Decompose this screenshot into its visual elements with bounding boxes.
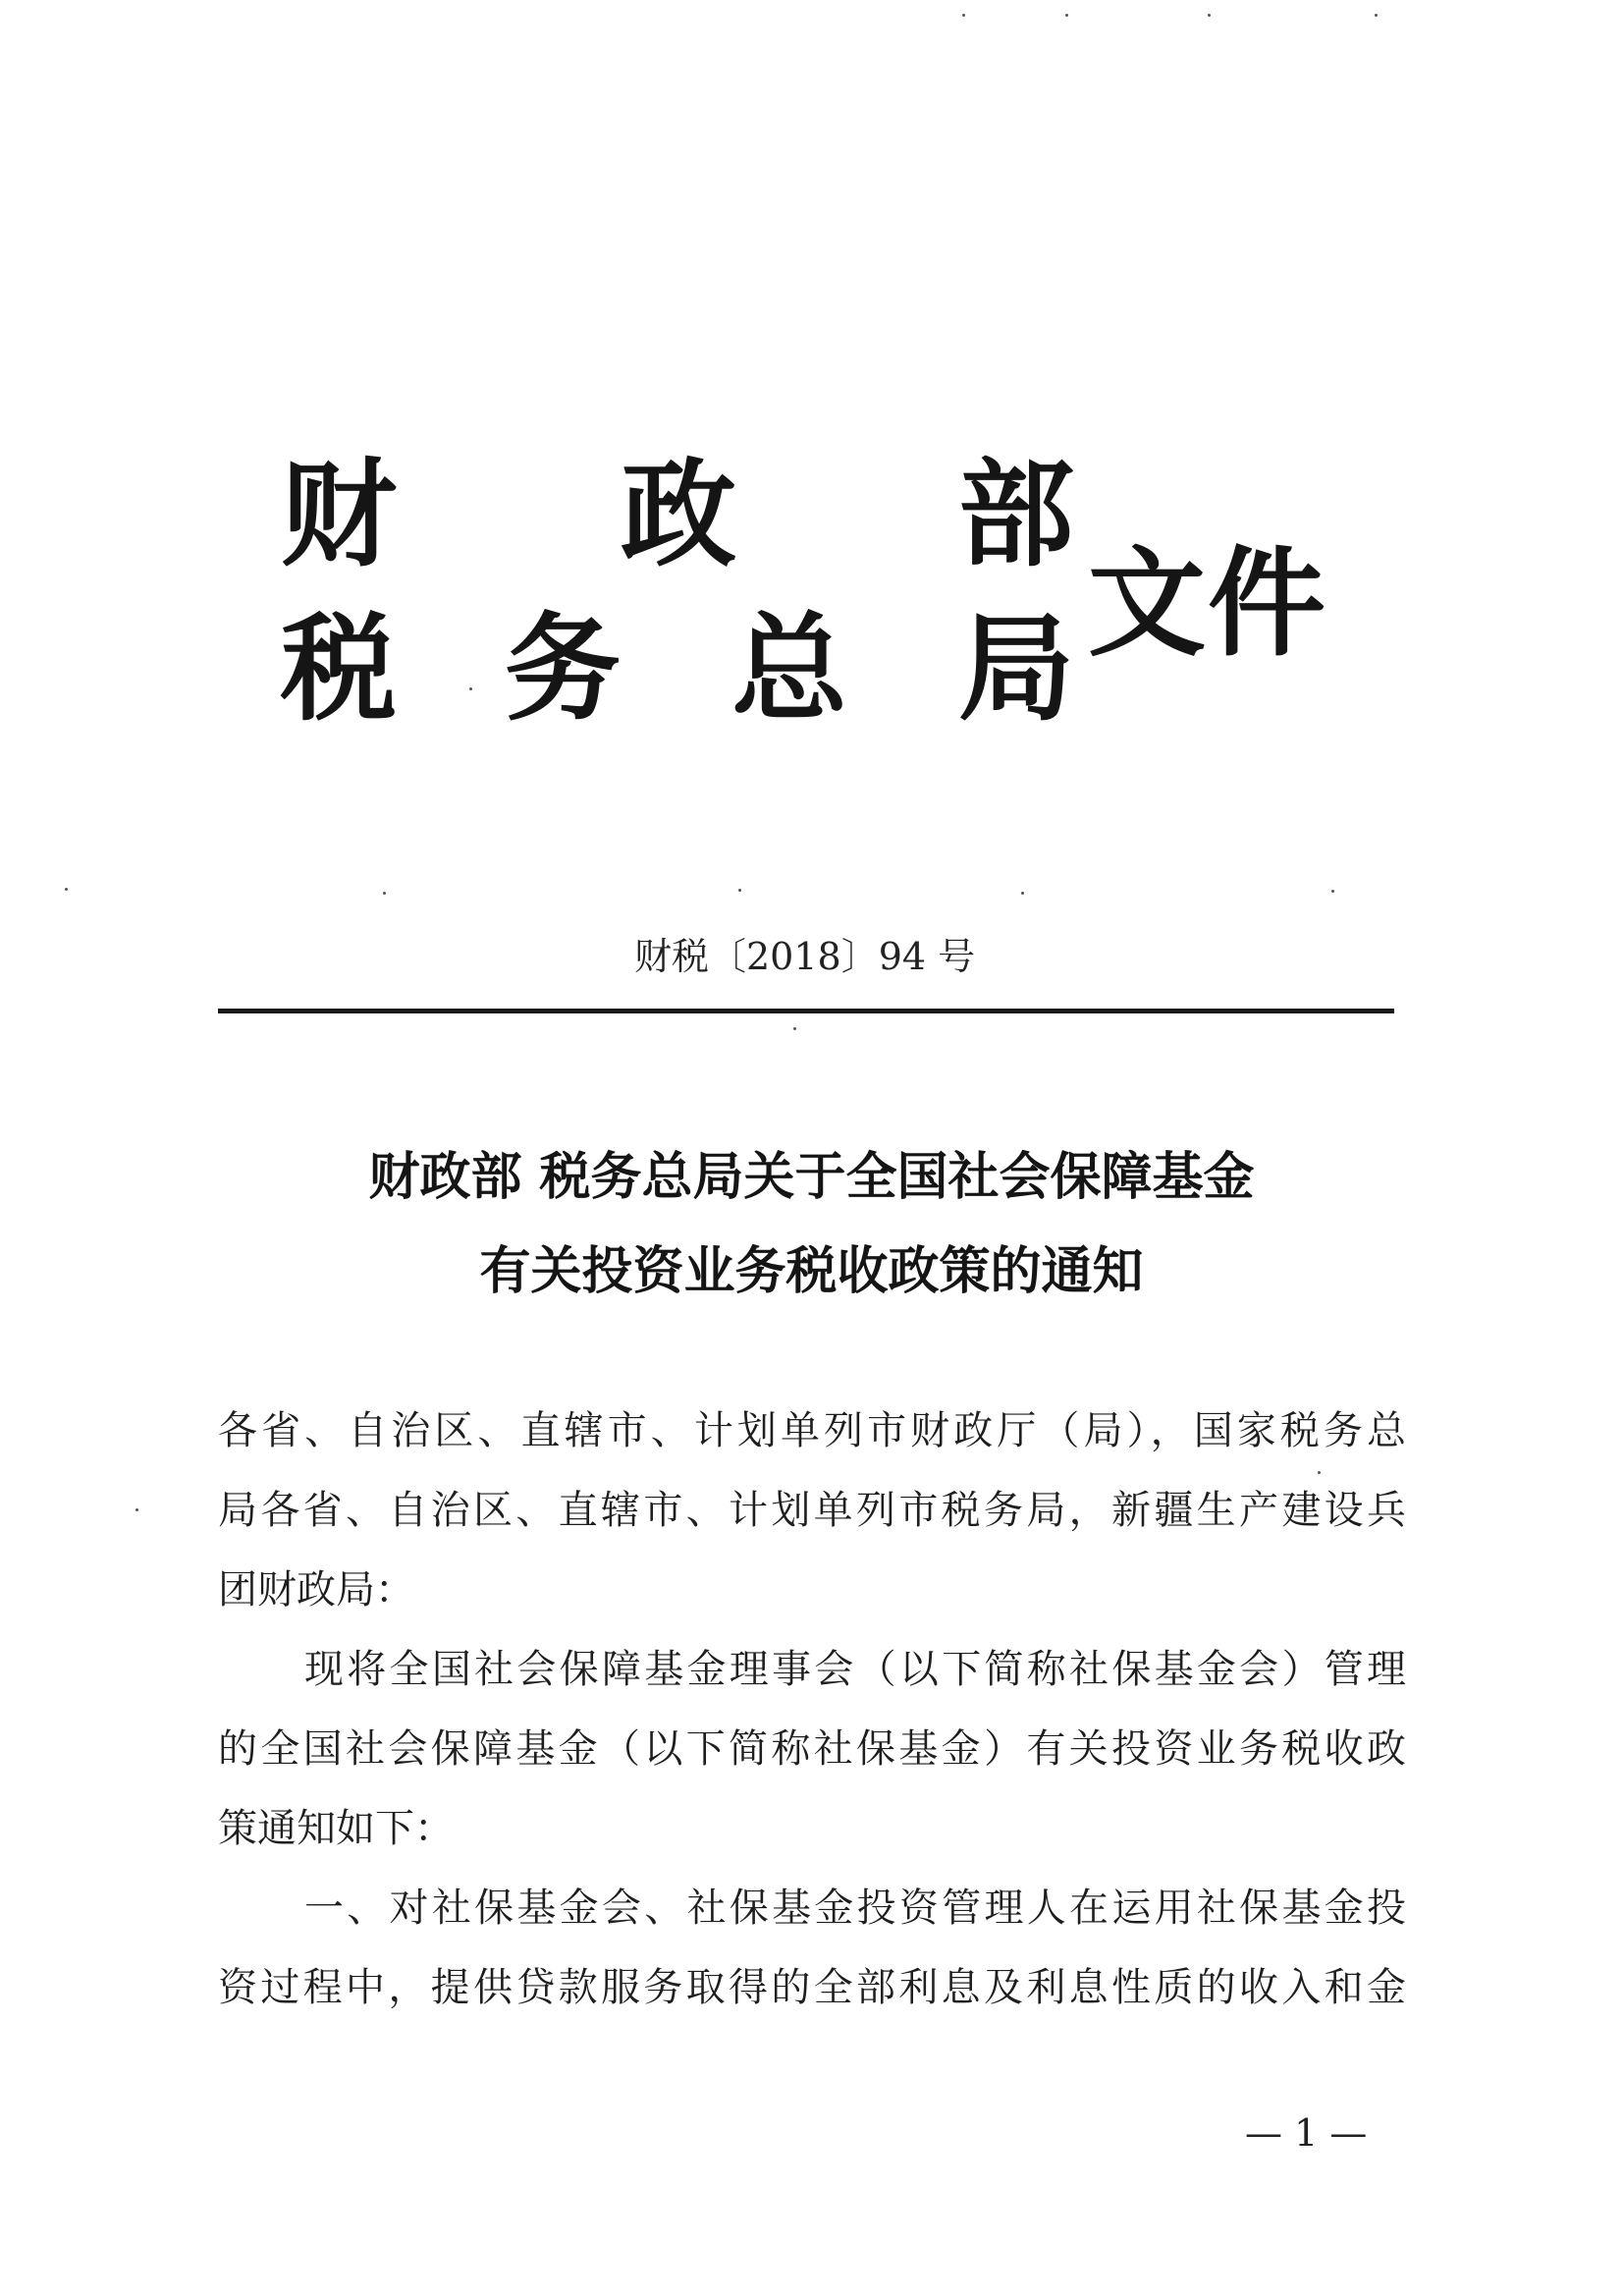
body-line-8: 资过程中，提供贷款服务取得的全部利息及利息性质的收入和金 (218, 1965, 1406, 2010)
issuer-row2-char-4: 局 (958, 600, 1075, 737)
issuer-row1-char-2: 政 (621, 446, 737, 582)
scan-speck (1331, 890, 1334, 893)
scan-speck (1375, 14, 1378, 17)
document-type-label: 文件 (1088, 534, 1327, 673)
scan-speck (962, 14, 965, 17)
header-separator (218, 1009, 1394, 1013)
issuer-row1-char-1: 财 (281, 446, 398, 582)
body-line-2: 局各省、自治区、直辖市、计划单列市税务局，新疆生产建设兵 (218, 1488, 1406, 1533)
issuer-row1-char-3: 部 (958, 446, 1075, 582)
scan-speck (469, 687, 472, 690)
scan-speck (1208, 14, 1211, 17)
body-line-1: 各省、自治区、直辖市、计划单列市财政厅（局），国家税务总 (218, 1408, 1406, 1453)
scan-speck (135, 1508, 138, 1511)
issuer-row2-char-1: 税 (281, 600, 398, 737)
scan-speck (1065, 14, 1068, 17)
title-line-2: 有关投资业务税收政策的通知 (479, 1241, 1144, 1301)
scan-speck (793, 1027, 796, 1030)
issuer-row2-char-2: 务 (505, 600, 622, 737)
scan-speck (383, 892, 386, 895)
scan-speck (738, 889, 741, 892)
body-line-4: 现将全国社会保障基金理事会（以下简称社保基金会）管理 (304, 1647, 1406, 1692)
body-line-3: 团财政局： (218, 1567, 414, 1613)
document-number: 财税〔2018〕94 号 (634, 935, 976, 978)
scan-speck (1021, 892, 1024, 895)
issuer-row2-char-3: 总 (731, 600, 848, 737)
title-line-1: 财政部 税务总局关于全国社会保障基金 (368, 1147, 1255, 1207)
scan-speck (1318, 1471, 1321, 1474)
page-number: — 1 — (1245, 2111, 1368, 2155)
scan-speck (65, 888, 68, 891)
body-line-7: 一、对社保基金会、社保基金投资管理人在运用社保基金投 (304, 1886, 1406, 1931)
body-line-5: 的全国社会保障基金（以下简称社保基金）有关投资业务税收政 (218, 1726, 1406, 1772)
body-line-6: 策通知如下： (218, 1806, 454, 1851)
